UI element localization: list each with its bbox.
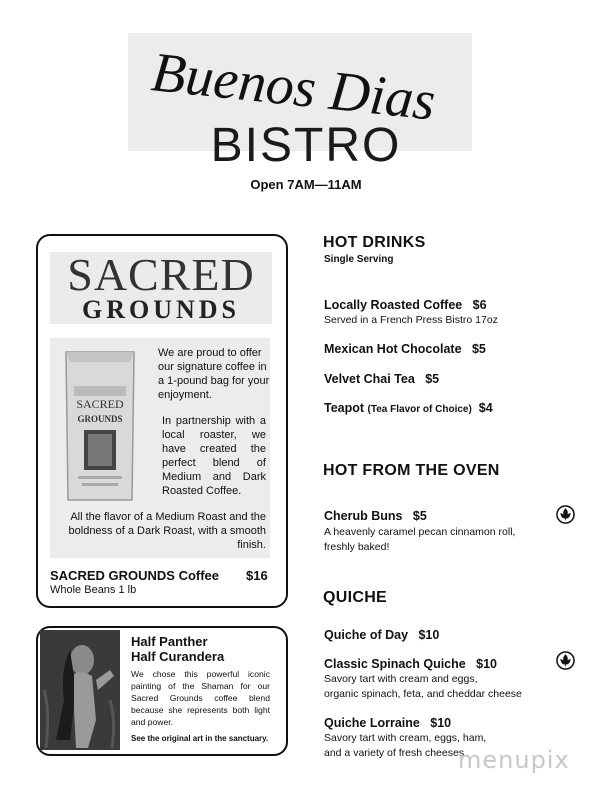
bistro-subtitle: BISTRO bbox=[210, 119, 402, 172]
item-note: (Tea Flavor of Choice) bbox=[367, 404, 472, 415]
oven-heading: HOT FROM THE OVEN bbox=[323, 462, 500, 479]
item-description bbox=[324, 672, 564, 702]
half-panther-footer: See the original art in the sanctuary. bbox=[131, 734, 269, 743]
half-panther-title-line1: Half Panther bbox=[131, 634, 208, 649]
menu-item-teapot bbox=[324, 401, 493, 415]
menu-item-velvet-chai-tea bbox=[324, 372, 439, 386]
item-description-line2: organic spinach, feta, and cheddar cheese bbox=[324, 688, 522, 700]
half-panther-description: We chose this powerful iconic painting of the Shaman for our Sacred Grounds coffee blend because she represents both light and power. bbox=[131, 669, 270, 727]
item-price: $10 bbox=[430, 716, 452, 730]
item-name: Velvet Chai Tea bbox=[324, 372, 415, 386]
vegetarian-leaf-icon bbox=[556, 505, 575, 524]
hot-drinks-heading: HOT DRINKS bbox=[323, 234, 426, 251]
item-name: Mexican Hot Chocolate bbox=[324, 342, 462, 356]
sacred-grounds-para1: We are proud to offer our signature coffee in a 1-pound bag for your enjoyment. bbox=[158, 347, 270, 401]
item-name: Cherub Buns bbox=[324, 509, 403, 523]
quiche-heading: QUICHE bbox=[323, 589, 388, 606]
sacred-grounds-para3: All the flavor of a Medium Roast and the boldness of a Dark Roast, with a smooth finish. bbox=[68, 511, 266, 551]
item-name: Quiche of Day bbox=[324, 628, 409, 642]
item-name: Locally Roasted Coffee bbox=[324, 298, 463, 312]
bag-label-line1: SACRED bbox=[76, 397, 124, 411]
item-price: $10 bbox=[418, 628, 440, 642]
menu-item-quiche-lorraine bbox=[324, 716, 451, 730]
item-price: $5 bbox=[425, 372, 440, 386]
sacred-grounds-para2: In partnership with a local roaster, we have created the perfect blend of Medium and Dark Roasted Coffee. bbox=[162, 415, 266, 497]
menu-item-mexican-hot-chocolate bbox=[324, 342, 486, 356]
script-title-text: Buenos Dias bbox=[148, 41, 439, 133]
menupix-watermark: menupix bbox=[458, 746, 570, 774]
shaman-painting-image bbox=[40, 630, 120, 750]
coffee-bag-image bbox=[60, 346, 140, 506]
item-price: $10 bbox=[476, 657, 497, 671]
sacred-grounds-item-desc: Whole Beans 1 lb bbox=[50, 584, 137, 596]
item-description-line2: freshly baked! bbox=[324, 541, 390, 553]
item-price: $5 bbox=[412, 509, 427, 523]
item-description bbox=[324, 525, 554, 555]
item-description-line2: and a variety of fresh cheeses bbox=[324, 747, 465, 759]
sacred-grounds-logo-line1: SACRED bbox=[67, 249, 255, 300]
item-name: Teapot bbox=[324, 401, 365, 415]
half-panther-title bbox=[131, 634, 281, 664]
item-description-line1: Savory tart with cream and eggs, bbox=[324, 673, 478, 685]
opening-hours: Open 7AM—11AM bbox=[250, 177, 362, 192]
menu-item-quiche-of-day bbox=[324, 628, 439, 642]
vegetarian-leaf-icon bbox=[556, 651, 575, 670]
menu-item-classic-spinach-quiche bbox=[324, 657, 497, 671]
menu-item-locally-roasted-coffee bbox=[324, 298, 487, 312]
item-name: Quiche Lorraine bbox=[324, 716, 420, 730]
item-price: $5 bbox=[471, 342, 486, 356]
item-description-line1: A heavenly caramel pecan cinnamon roll, bbox=[324, 526, 516, 538]
item-price: $6 bbox=[472, 298, 487, 312]
sacred-grounds-item-name: SACRED GROUNDS Coffee bbox=[50, 568, 220, 583]
half-panther-title-line2: Half Curandera bbox=[131, 649, 225, 664]
sacred-grounds-item-price: $16 bbox=[246, 568, 268, 583]
sacred-grounds-logo-line2: GROUNDS bbox=[81, 295, 240, 324]
item-description: Served in a French Press Bistro 17oz bbox=[324, 314, 498, 326]
item-description-line1: Savory tart with cream, eggs, ham, bbox=[324, 732, 487, 744]
item-name: Classic Spinach Quiche bbox=[324, 657, 466, 671]
bag-label-line2: GROUNDS bbox=[77, 414, 123, 424]
menu-item-cherub-buns bbox=[324, 509, 427, 523]
item-price: $4 bbox=[478, 401, 493, 415]
hot-drinks-subtitle: Single Serving bbox=[324, 254, 394, 265]
